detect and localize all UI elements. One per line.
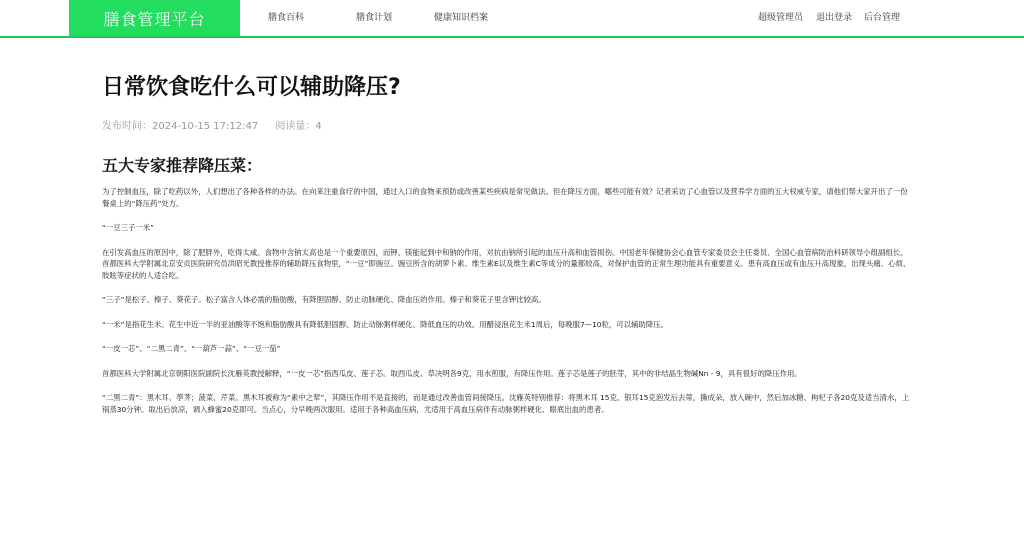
nav-diet-encyclopedia[interactable]: 膳食百科 bbox=[268, 13, 305, 23]
article-title: 日常饮食吃什么可以辅助降压? bbox=[102, 75, 401, 100]
paragraph: 在引发高血压的原因中，除了肥胖外，吃得太咸、食物中含钠太高也是一个重要原因，而钾、镁能起到中和钠的作用，对抗由钠所引起的血压升高和血管损伤。中国老年保健协会心血管专家委员会主任委员、全国心血管病防治科研领导小组副组长、首都医科大学附属北京安贞医院研究员洪昭光教授推荐的辅助降压食物里，“一豆”即豌豆。豌豆所含的胡萝卜素、维生素E以及维生素C等成分的量都较高，对保护血管的正常生理功能具有重要意义。患有高血压或有血压升高现象，出现头痛、心烦、肢眩等症状的人适合吃。 bbox=[102, 247, 911, 280]
nav-health-knowledge[interactable]: 健康知识档案 bbox=[434, 13, 489, 23]
nav-super-admin[interactable]: 超级管理员 bbox=[758, 13, 804, 23]
top-navbar bbox=[0, 0, 1024, 38]
article-meta bbox=[102, 117, 336, 132]
paragraph: 首都医科大学附属北京朝阳医院副院长沈雁英教授解释，“一皮一芯”指西瓜皮、莲子芯。取西瓜皮、草决明各9克，用水煎服，有降压作用。莲子芯是莲子的胚芽，其中的非结晶生物碱Nn - 9，具有很好的降压作用。 bbox=[102, 368, 802, 378]
paragraph: “三子”是松子、榛子、葵花子。松子富含人体必需的脂肪酸，有降胆固醇、防止动脉硬化、降血压的作用。榛子和葵花子里含钾比较高。 bbox=[102, 295, 546, 304]
paragraph: “一皮一芯”、“二黑二青”、“一葫芦一蒜”、“一豆一茄” bbox=[102, 344, 281, 353]
nav-diet-plan[interactable]: 膳食计划 bbox=[356, 13, 393, 23]
paragraph: “一豆三子一米” bbox=[102, 223, 155, 232]
section-heading: 五大专家推荐降压菜： bbox=[102, 156, 263, 175]
read-count: 阅读量：4 bbox=[275, 121, 322, 132]
paragraph: “一米”是指花生米。花生中近一半的亚油酸等不饱和脂肪酸具有降低胆固醇、防止动脉粥样硬化、降低血压的功效。用醋浸泡花生米1周后，每晚服7—10粒，可以辅助降压。 bbox=[102, 319, 668, 329]
nav-admin-backend[interactable]: 后台管理 bbox=[864, 13, 901, 23]
publish-time: 发布时间：2024-10-15 17:12:47 bbox=[102, 121, 259, 132]
paragraph: “二黑二青”：黑木耳、荸荠；菠菜、芹菜。黑木耳被称为“素中之荤”，其降压作用不是直接的，而是通过改善血管间接降压。沈雁英特别推荐：将黑木耳 15克、银耳15克泡发后去蒂，撕成朵，放入碗中，然后加冰糖、枸杞子各20克及适当清水，上锅蒸30分钟。取出后放凉，调入蜂蜜20克即可。当点心，分早晚两次服用。适用于各种高血压病，尤适用于高血压病伴有动脉粥样硬化、眼底出血的患者。 bbox=[102, 393, 910, 414]
brand-logo[interactable]: 膳食管理平台 bbox=[69, 0, 240, 36]
nav-logout[interactable]: 退出登录 bbox=[816, 13, 853, 23]
paragraph: 为了控制血压，除了吃药以外，人们想出了各种各样的办法。在向来注重食疗的中国，通过入口的食物来预防或改善某些疾病是常见做法。但在降压方面，哪些可能有效？记者采访了心血管以及营养学方面的五大权威专家，请他们帮大家开出了一份餐桌上的“降压药”处方。 bbox=[102, 187, 908, 208]
article-body bbox=[102, 186, 914, 428]
